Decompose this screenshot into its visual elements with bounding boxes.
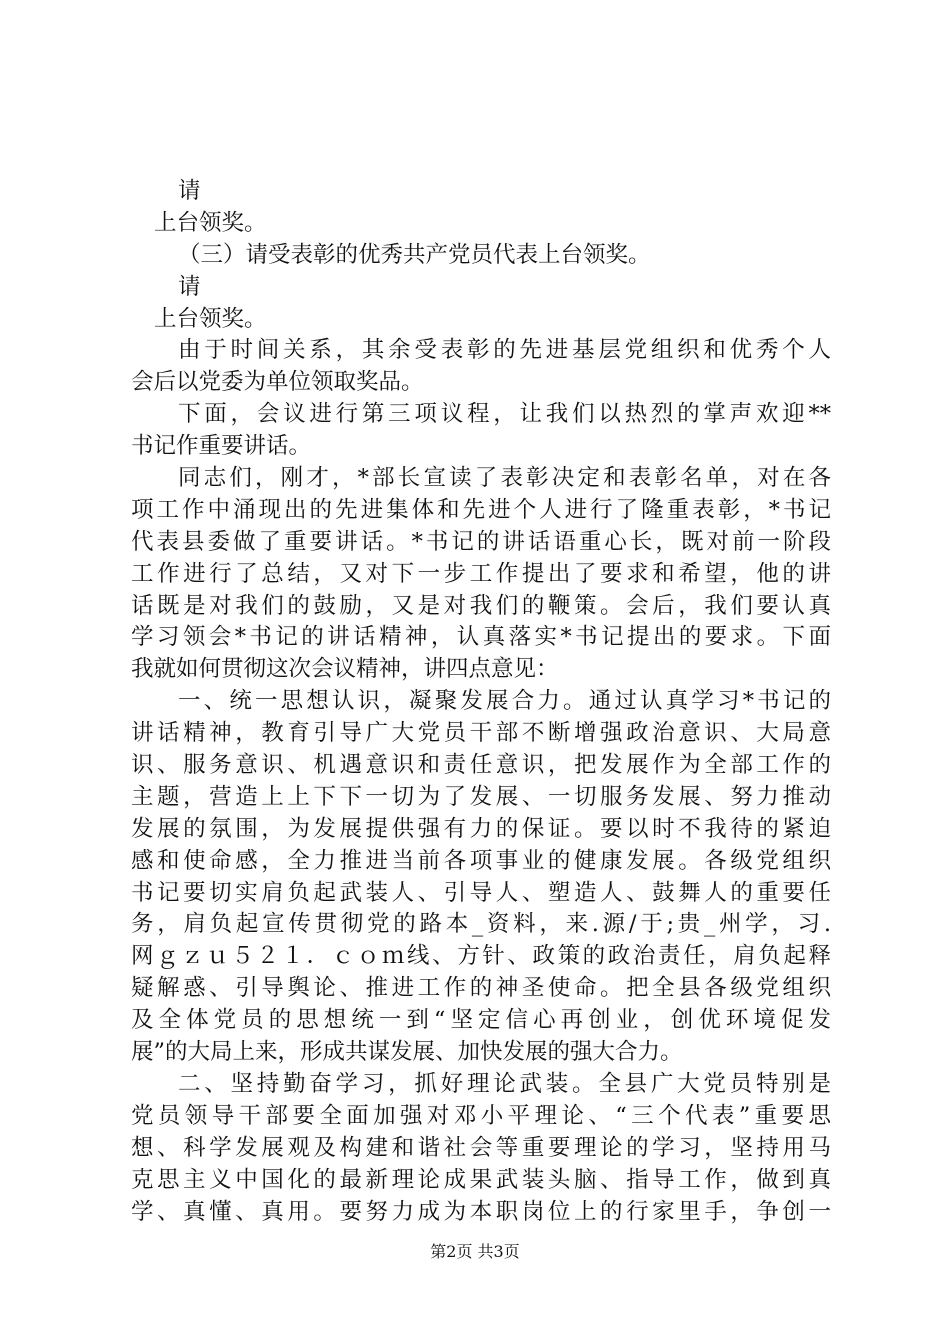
paragraph-line: 发展的氛围，为发展提供强有力的保证。要以时不我待的紧迫 — [131, 815, 831, 842]
paragraph-line: 二、坚持勤奋学习，抓好理论武装。全县广大党员特别是 — [178, 1070, 831, 1097]
page-number-footer: 第2页 共3页 — [430, 1242, 520, 1261]
paragraph-line: 讲话精神，教育引导广大党员干部不断增强政治意识、大局意 — [131, 720, 831, 747]
paragraph-line: 书记作重要讲话。 — [131, 433, 312, 460]
paragraph-line: 党员领导干部要全面加强对邓小平理论、“三个代表”重要思 — [131, 1102, 831, 1129]
paragraph-line: 学、真懂、真用。要努力成为本职岗位上的行家里手，争创一 — [131, 1198, 831, 1225]
paragraph-line: 务，肩负起宣传贯彻党的路本_资料，来.源/于;贵_州学，习. — [131, 911, 831, 938]
text-line: 上台领奖。 — [154, 305, 267, 332]
paragraph-line: 项工作中涌现出的先进集体和先进个人进行了隆重表彰，*书记 — [131, 496, 831, 523]
paragraph-line: 展”的大局上来，形成共谋发展、加快发展的强大合力。 — [131, 1039, 683, 1066]
paragraph-line: 识、服务意识、机遇意识和责任意识，把发展作为全部工作的 — [131, 752, 831, 779]
paragraph-line: 下面，会议进行第三项议程，让我们以热烈的掌声欢迎** — [178, 401, 831, 428]
paragraph-line: 工作进行了总结，又对下一步工作提出了要求和希望，他的讲 — [131, 560, 831, 587]
paragraph-line: 想、科学发展观及构建和谐社会等重要理论的学习，坚持用马 — [131, 1134, 831, 1161]
text-line: 请 — [178, 178, 201, 204]
paragraph-line: 及全体党员的思想统一到“坚定信心再创业，创优环境促发 — [131, 1007, 831, 1034]
paragraph-line: 我就如何贯彻这次会议精神，讲四点意见： — [131, 656, 559, 683]
text-line: （三）请受表彰的优秀共产党员代表上台领奖。 — [178, 241, 651, 268]
paragraph-line: 主题，营造上上下下一切为了发展、一切服务发展、努力推动 — [131, 783, 831, 810]
paragraph-line: 会后以党委为单位领取奖品。 — [131, 369, 424, 396]
paragraph-line: 由于时间关系，其余受表彰的先进基层党组织和优秀个人 — [178, 337, 831, 364]
paragraph-line: 书记要切实肩负起武装人、引导人、塑造人、鼓舞人的重要任 — [131, 879, 831, 906]
paragraph-line: 学习领会*书记的讲话精神，认真落实*书记提出的要求。下面 — [131, 624, 831, 651]
paragraph-line: 网ｇｚｕ５２１．ｃｏｍ线、方针、政策的政治责任，肩负起释 — [131, 943, 831, 970]
paragraph-line: 克思主义中国化的最新理论成果武装头脑、指导工作，做到真 — [131, 1166, 831, 1193]
paragraph-line: 话既是对我们的鼓励，又是对我们的鞭策。会后，我们要认真 — [131, 592, 831, 619]
paragraph-line: 一、统一思想认识，凝聚发展合力。通过认真学习*书记的 — [178, 688, 831, 715]
text-line: 上台领奖。 — [154, 209, 267, 236]
document-body — [131, 176, 831, 1228]
paragraph-line: 感和使命感，全力推进当前各项事业的健康发展。各级党组织 — [131, 847, 831, 874]
paragraph-line: 代表县委做了重要讲话。*书记的讲话语重心长，既对前一阶段 — [131, 528, 831, 555]
text-line: 请 — [178, 273, 201, 300]
paragraph-line: 同志们，刚才，*部长宣读了表彰决定和表彰名单，对在各 — [178, 465, 831, 492]
paragraph-line: 疑解惑、引导舆论、推进工作的神圣使命。把全县各级党组织 — [131, 975, 831, 1002]
